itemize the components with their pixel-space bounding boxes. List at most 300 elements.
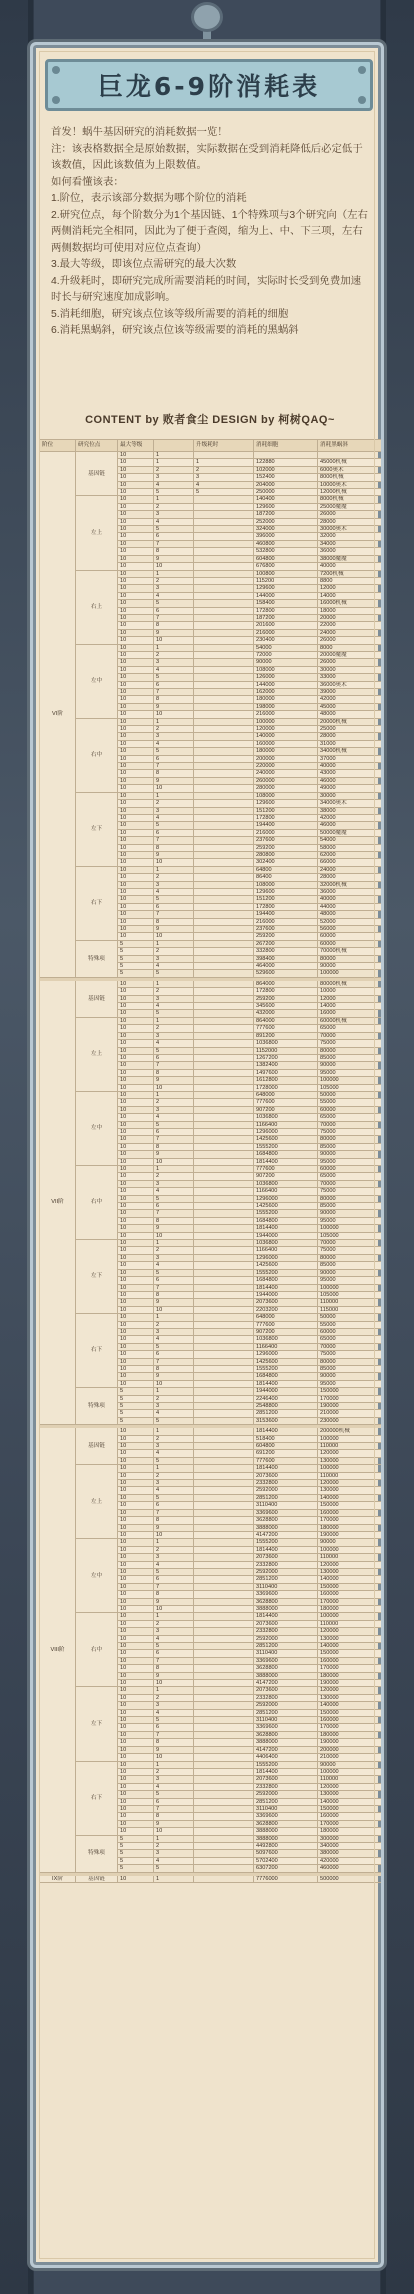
- table-cell: 120000: [318, 1450, 382, 1457]
- table-cell: 46000: [318, 777, 382, 784]
- table-cell: 10: [118, 481, 154, 488]
- table-cell: [194, 1450, 254, 1457]
- tier-cell: VII阶: [40, 980, 76, 1424]
- table-cell: 5: [154, 1269, 194, 1276]
- table-cell: 10: [118, 1509, 154, 1516]
- table-row: [40, 1166, 382, 1173]
- table-cell: 172800: [254, 814, 318, 821]
- table-cell: 10: [118, 1628, 154, 1635]
- table-cell: 140000: [318, 1576, 382, 1583]
- table-cell: 34000奥术: [318, 800, 382, 807]
- column-header: 消耗细胞: [254, 440, 318, 452]
- table-cell: 676800: [254, 563, 318, 570]
- table-cell: [194, 1062, 254, 1069]
- table-cell: 130000: [318, 1568, 382, 1575]
- table-cell: 6: [154, 1128, 194, 1135]
- table-cell: 180000: [318, 1672, 382, 1679]
- table-row: [40, 1428, 382, 1435]
- table-cell: [194, 1480, 254, 1487]
- table-cell: 9: [154, 703, 194, 710]
- table-cell: 105000: [318, 1291, 382, 1298]
- table-cell: 10: [118, 1517, 154, 1524]
- table-cell: 10: [118, 1554, 154, 1561]
- table-cell: 10: [118, 1487, 154, 1494]
- table-cell: 50000: [318, 1091, 382, 1098]
- table-cell: 10: [118, 995, 154, 1002]
- table-cell: 1036800: [254, 1180, 318, 1187]
- table-cell: [194, 1798, 254, 1805]
- table-cell: 180000: [318, 1828, 382, 1835]
- table-cell: 8: [154, 622, 194, 629]
- table-cell: 187200: [254, 511, 318, 518]
- table-cell: 10: [118, 763, 154, 770]
- table-cell: 170000: [318, 1820, 382, 1827]
- table-cell: [194, 948, 254, 955]
- table-cell: 648000: [254, 1091, 318, 1098]
- table-cell: 18000: [318, 607, 382, 614]
- table-cell: 259200: [254, 844, 318, 851]
- table-cell: [194, 1262, 254, 1269]
- table-cell: 518400: [254, 1435, 318, 1442]
- table-cell: [194, 1568, 254, 1575]
- table-cell: 7: [154, 1731, 194, 1738]
- table-cell: 90000: [318, 1151, 382, 1158]
- table-cell: 10: [118, 988, 154, 995]
- table-cell: 5: [154, 1195, 194, 1202]
- table-cell: 10: [118, 1203, 154, 1210]
- table-cell: 2: [154, 1842, 194, 1849]
- table-cell: 1: [154, 1428, 194, 1435]
- table-cell: 8: [154, 696, 194, 703]
- table-cell: 7: [154, 1657, 194, 1664]
- table-cell: 777600: [254, 1321, 318, 1328]
- table-cell: 110000: [318, 1443, 382, 1450]
- table-cell: 9: [154, 629, 194, 636]
- table-cell: 10: [118, 1635, 154, 1642]
- table-cell: 30000奥术: [318, 526, 382, 533]
- table-cell: [194, 1554, 254, 1561]
- table-cell: 4: [154, 1783, 194, 1790]
- table-cell: 9: [154, 1225, 194, 1232]
- table-cell: 62000: [318, 851, 382, 858]
- table-cell: [194, 1635, 254, 1642]
- table-cell: 2592000: [254, 1635, 318, 1642]
- table-cell: [194, 896, 254, 903]
- table-cell: 140000: [318, 1798, 382, 1805]
- table-cell: 3110400: [254, 1583, 318, 1590]
- table-cell: [254, 452, 318, 459]
- table-cell: 5: [118, 1395, 154, 1402]
- table-cell: 172800: [254, 903, 318, 910]
- table-cell: 2246400: [254, 1395, 318, 1402]
- table-cell: 126000: [254, 674, 318, 681]
- table-cell: 10: [118, 1680, 154, 1687]
- table-cell: 1814400: [254, 1158, 318, 1165]
- table-cell: 5: [154, 1010, 194, 1017]
- table-cell: 8: [154, 1517, 194, 1524]
- table-cell: [194, 533, 254, 540]
- table-cell: 7: [154, 1284, 194, 1291]
- table-cell: 160000: [318, 1509, 382, 1516]
- table-cell: 10: [118, 696, 154, 703]
- table-cell: 864000: [254, 1017, 318, 1024]
- table-cell: 150000: [318, 1709, 382, 1716]
- table-cell: 1: [154, 1388, 194, 1395]
- table-cell: [194, 911, 254, 918]
- table-cell: 2332800: [254, 1783, 318, 1790]
- table-cell: [194, 644, 254, 651]
- table-cell: 2: [154, 651, 194, 658]
- table-cell: 108000: [254, 881, 318, 888]
- table-cell: 36000奥术: [318, 681, 382, 688]
- table-cell: 75000: [318, 1040, 382, 1047]
- table-row: [40, 718, 382, 725]
- table-cell: 220000: [254, 763, 318, 770]
- table-cell: [194, 1091, 254, 1098]
- table-cell: 2: [194, 466, 254, 473]
- table-cell: 200000: [318, 1746, 382, 1753]
- table-cell: 460800: [254, 540, 318, 547]
- table-cell: 10000: [318, 988, 382, 995]
- table-cell: [194, 1650, 254, 1657]
- table-cell: 2: [154, 726, 194, 733]
- table-row: [40, 792, 382, 799]
- table-cell: 170000: [318, 1395, 382, 1402]
- table-cell: 95000: [318, 1380, 382, 1387]
- table-cell: 95000: [318, 1217, 382, 1224]
- table-cell: 2: [154, 1395, 194, 1402]
- table-cell: 6000奥术: [318, 466, 382, 473]
- table-cell: [194, 1457, 254, 1464]
- section-cell: 右中: [76, 1613, 118, 1687]
- table-cell: 10: [118, 1365, 154, 1372]
- table-cell: 10: [118, 881, 154, 888]
- table-cell: 10: [118, 496, 154, 503]
- table-cell: 48000: [318, 711, 382, 718]
- table-cell: 10: [118, 518, 154, 525]
- table-cell: 10: [118, 1480, 154, 1487]
- table-cell: 85000: [318, 1054, 382, 1061]
- table-cell: [194, 1657, 254, 1664]
- table-cell: 10: [118, 1240, 154, 1247]
- table-cell: 80000机械: [318, 980, 382, 987]
- section-cell: 左上: [76, 1017, 118, 1091]
- table-cell: 2332800: [254, 1628, 318, 1635]
- cost-table-container: [39, 439, 381, 2259]
- table-cell: 100000: [318, 1077, 382, 1084]
- table-cell: 200000: [254, 755, 318, 762]
- table-cell: 24000: [318, 866, 382, 873]
- table-cell: 1425600: [254, 1203, 318, 1210]
- table-cell: 2: [154, 1620, 194, 1627]
- table-row: [40, 1687, 382, 1694]
- section-cell: 右下: [76, 1314, 118, 1388]
- table-cell: 90000: [318, 1210, 382, 1217]
- table-cell: 60000: [318, 933, 382, 940]
- table-cell: 48000: [318, 911, 382, 918]
- pipe-valve-icon: [191, 2, 223, 32]
- table-cell: 10: [118, 1269, 154, 1276]
- intro-line: 6.消耗黑蜗斜，研究该点位该等级需要的消耗的黑蜗斜: [51, 325, 299, 336]
- table-cell: [194, 1232, 254, 1239]
- table-cell: 6: [154, 1351, 194, 1358]
- table-cell: 1: [154, 1875, 194, 1882]
- table-cell: 10: [118, 1188, 154, 1195]
- table-cell: 5: [154, 526, 194, 533]
- table-cell: 129600: [254, 888, 318, 895]
- table-cell: 80000: [318, 1195, 382, 1202]
- table-cell: 9: [154, 1151, 194, 1158]
- table-cell: [194, 1502, 254, 1509]
- table-cell: 10: [118, 1099, 154, 1106]
- table-cell: 464000: [254, 963, 318, 970]
- table-cell: [194, 1128, 254, 1135]
- table-cell: 140000: [318, 1643, 382, 1650]
- table-cell: 10: [118, 1091, 154, 1098]
- table-cell: [194, 1358, 254, 1365]
- table-cell: 529600: [254, 970, 318, 977]
- table-cell: 10: [118, 1084, 154, 1091]
- table-cell: 10: [118, 1828, 154, 1835]
- table-cell: 907200: [254, 1106, 318, 1113]
- table-cell: 10: [118, 1754, 154, 1761]
- table-cell: [194, 511, 254, 518]
- table-cell: [194, 629, 254, 636]
- credit-line: CONTENT by 败者食尘 DESIGN by 柯树QAQ~: [85, 414, 335, 426]
- table-cell: 9: [154, 1077, 194, 1084]
- table-cell: 20000: [318, 614, 382, 621]
- table-cell: 4: [154, 1561, 194, 1568]
- table-cell: 187200: [254, 614, 318, 621]
- table-cell: 70000: [318, 1240, 382, 1247]
- table-cell: 33000: [318, 674, 382, 681]
- table-cell: 12000: [318, 995, 382, 1002]
- table-cell: 210000: [318, 1410, 382, 1417]
- table-cell: 10: [118, 1465, 154, 1472]
- table-cell: 532800: [254, 548, 318, 555]
- table-cell: 2592000: [254, 1568, 318, 1575]
- section-cell: 基因链: [76, 452, 118, 496]
- table-cell: 396000: [254, 533, 318, 540]
- table-cell: 891200: [254, 1032, 318, 1039]
- table-cell: [194, 1865, 254, 1872]
- table-cell: 2: [154, 1546, 194, 1553]
- table-cell: 10000奥术: [318, 481, 382, 488]
- table-cell: 3369600: [254, 1813, 318, 1820]
- table-cell: 10: [118, 1210, 154, 1217]
- table-cell: 8: [154, 918, 194, 925]
- table-cell: 267200: [254, 940, 318, 947]
- section-cell: 左上: [76, 496, 118, 570]
- table-cell: 2851200: [254, 1576, 318, 1583]
- table-cell: 1814400: [254, 1225, 318, 1232]
- table-cell: 6: [154, 607, 194, 614]
- table-cell: 10: [118, 740, 154, 747]
- column-header: [154, 440, 194, 452]
- table-cell: 10: [154, 1158, 194, 1165]
- table-cell: 2592000: [254, 1791, 318, 1798]
- table-cell: 302400: [254, 859, 318, 866]
- table-cell: 5: [154, 1121, 194, 1128]
- table-row: [40, 1091, 382, 1098]
- table-cell: 1036800: [254, 1336, 318, 1343]
- table-cell: 2: [154, 1173, 194, 1180]
- tier-cell: IX阶: [40, 1875, 76, 1882]
- table-cell: 1: [154, 940, 194, 947]
- table-cell: [194, 1665, 254, 1672]
- intro-text: [51, 125, 369, 340]
- table-cell: 1: [154, 980, 194, 987]
- table-cell: 90000: [318, 1539, 382, 1546]
- table-cell: 108000: [254, 792, 318, 799]
- table-cell: 60000: [318, 1106, 382, 1113]
- table-cell: 85000: [318, 1365, 382, 1372]
- table-cell: 60000: [318, 1166, 382, 1173]
- table-cell: 3: [154, 1180, 194, 1187]
- table-cell: 10: [118, 1875, 154, 1882]
- table-cell: 70000: [318, 1343, 382, 1350]
- table-cell: 130000: [318, 1791, 382, 1798]
- table-cell: 8: [154, 1143, 194, 1150]
- table-cell: 100000: [318, 1465, 382, 1472]
- table-cell: [194, 1731, 254, 1738]
- table-cell: [194, 563, 254, 570]
- table-cell: 1425600: [254, 1262, 318, 1269]
- table-cell: 10: [118, 807, 154, 814]
- table-cell: 10: [118, 800, 154, 807]
- table-cell: 8000机械: [318, 474, 382, 481]
- table-cell: 4147200: [254, 1531, 318, 1538]
- table-cell: 4: [154, 666, 194, 673]
- table-cell: [194, 980, 254, 987]
- table-cell: 10: [118, 1813, 154, 1820]
- table-cell: 70000: [318, 1180, 382, 1187]
- table-cell: 1: [154, 1835, 194, 1842]
- table-cell: 1036800: [254, 1240, 318, 1247]
- section-cell: 左上: [76, 1465, 118, 1539]
- table-cell: 80000: [318, 1136, 382, 1143]
- table-cell: 5: [118, 1865, 154, 1872]
- table-row: [40, 1240, 382, 1247]
- table-cell: 28000: [318, 518, 382, 525]
- table-row: [40, 1539, 382, 1546]
- table-cell: 10: [118, 1143, 154, 1150]
- table-cell: 122880: [254, 459, 318, 466]
- table-cell: 30000: [318, 792, 382, 799]
- table-cell: 100000: [318, 1435, 382, 1442]
- table-cell: 10: [118, 918, 154, 925]
- table-cell: 10: [118, 592, 154, 599]
- table-cell: 260000: [254, 777, 318, 784]
- table-cell: 190000: [318, 1403, 382, 1410]
- table-cell: 95000: [318, 1277, 382, 1284]
- table-cell: [194, 807, 254, 814]
- table-cell: 1425600: [254, 1358, 318, 1365]
- table-cell: [194, 1373, 254, 1380]
- table-cell: 1814400: [254, 1546, 318, 1553]
- table-cell: 2073600: [254, 1554, 318, 1561]
- table-cell: 5: [118, 1403, 154, 1410]
- table-cell: 10: [118, 614, 154, 621]
- table-cell: 10: [118, 1062, 154, 1069]
- table-cell: 1036800: [254, 1040, 318, 1047]
- table-cell: [194, 1240, 254, 1247]
- table-cell: 1: [154, 1091, 194, 1098]
- table-cell: [194, 1269, 254, 1276]
- table-cell: 4: [154, 1262, 194, 1269]
- table-cell: 1: [154, 1240, 194, 1247]
- table-cell: [194, 1835, 254, 1842]
- table-cell: 3: [154, 1702, 194, 1709]
- table-cell: 42000: [318, 814, 382, 821]
- table-cell: 9: [154, 1524, 194, 1531]
- table-cell: [194, 1672, 254, 1679]
- table-cell: 8800: [318, 577, 382, 584]
- table-cell: 777600: [254, 1166, 318, 1173]
- table-cell: 10: [154, 1084, 194, 1091]
- table-cell: 7: [154, 1062, 194, 1069]
- table-cell: [194, 733, 254, 740]
- table-cell: 10: [118, 1232, 154, 1239]
- table-cell: 2851200: [254, 1798, 318, 1805]
- table-cell: 10: [118, 1040, 154, 1047]
- table-cell: 10: [118, 533, 154, 540]
- table-cell: 4: [154, 963, 194, 970]
- table-cell: 8: [154, 1365, 194, 1372]
- table-cell: 6: [154, 829, 194, 836]
- table-cell: 10: [118, 1568, 154, 1575]
- table-cell: [194, 1410, 254, 1417]
- table-cell: 28000: [318, 874, 382, 881]
- table-cell: [194, 1203, 254, 1210]
- table-cell: 172800: [254, 988, 318, 995]
- table-cell: 10: [154, 1828, 194, 1835]
- table-cell: 194400: [254, 822, 318, 829]
- table-cell: 25000魔魔: [318, 503, 382, 510]
- table-cell: 10: [118, 814, 154, 821]
- table-cell: 10: [154, 563, 194, 570]
- table-cell: 75000: [318, 1188, 382, 1195]
- table-cell: [194, 1739, 254, 1746]
- table-cell: 201600: [254, 622, 318, 629]
- table-cell: 90000: [318, 1761, 382, 1768]
- table-cell: 8000机械: [318, 496, 382, 503]
- table-cell: 108000: [254, 666, 318, 673]
- table-cell: 5: [118, 955, 154, 962]
- table-cell: 10: [118, 1687, 154, 1694]
- table-cell: 10: [118, 1328, 154, 1335]
- table-cell: 10: [118, 1643, 154, 1650]
- table-cell: 105000: [318, 1232, 382, 1239]
- table-cell: 3: [154, 511, 194, 518]
- table-cell: 5: [154, 1791, 194, 1798]
- table-cell: 2: [154, 1768, 194, 1775]
- table-cell: 10: [118, 503, 154, 510]
- table-cell: 38000: [318, 807, 382, 814]
- table-cell: 85000: [318, 1143, 382, 1150]
- table-cell: 7: [154, 1805, 194, 1812]
- table-cell: 8: [154, 1069, 194, 1076]
- table-cell: 32000机械: [318, 881, 382, 888]
- table-cell: 691200: [254, 1450, 318, 1457]
- table-cell: 140000: [254, 733, 318, 740]
- table-cell: 34000: [318, 540, 382, 547]
- table-row: [40, 1613, 382, 1620]
- section-cell: 基因链: [76, 1428, 118, 1465]
- section-cell: 基因链: [76, 1875, 118, 1882]
- table-cell: 10: [118, 1321, 154, 1328]
- table-cell: 10: [118, 1761, 154, 1768]
